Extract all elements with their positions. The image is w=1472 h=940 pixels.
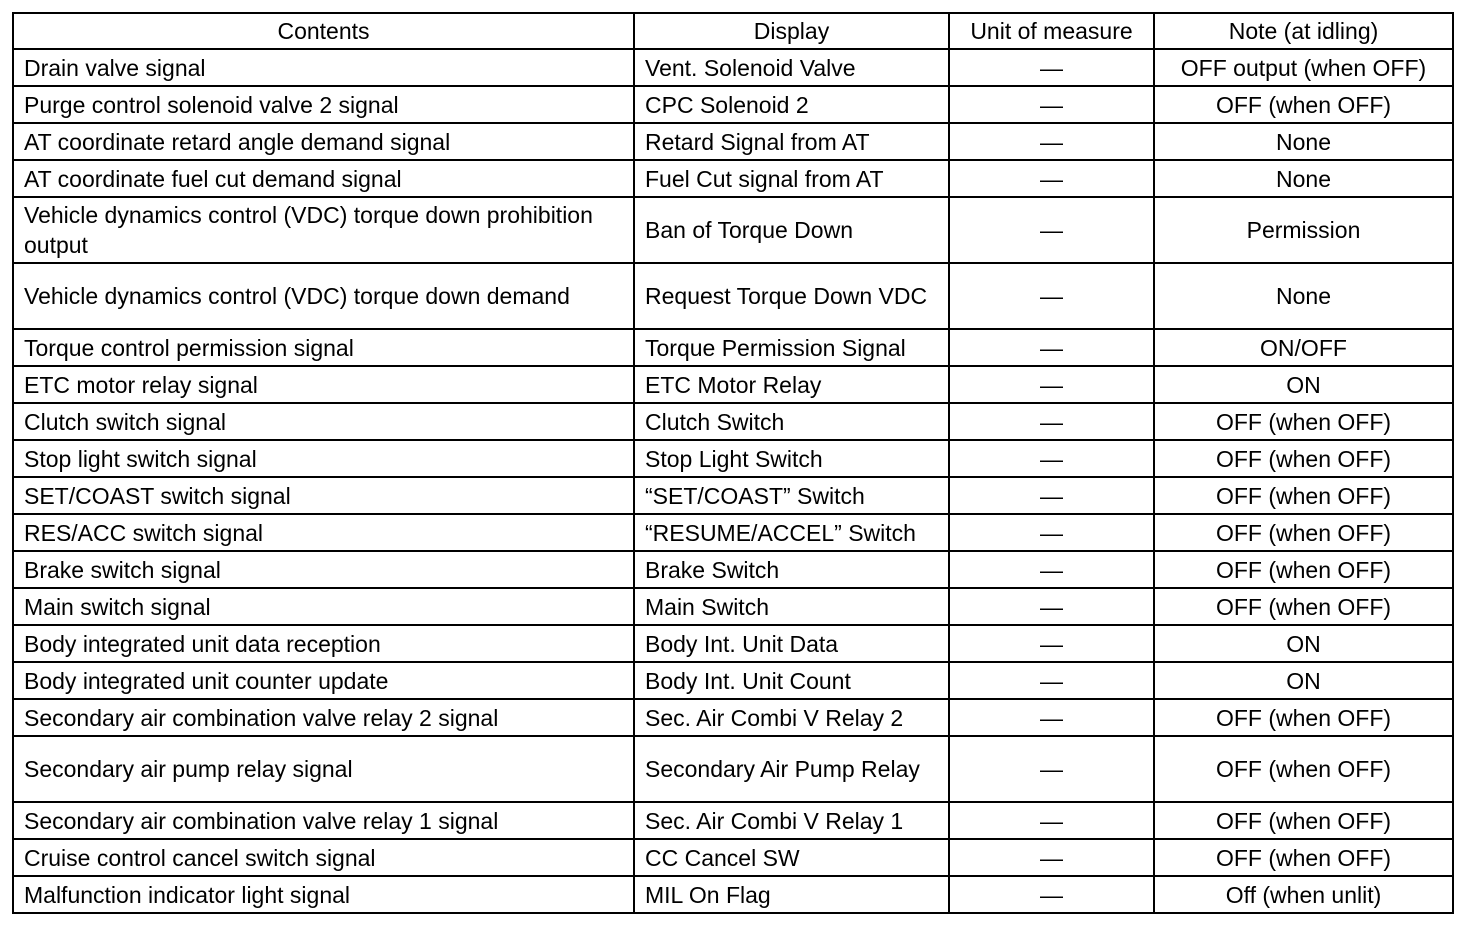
cell-unit: — bbox=[949, 329, 1154, 366]
cell-contents: ETC motor relay signal bbox=[13, 366, 634, 403]
cell-note: ON/OFF bbox=[1154, 329, 1453, 366]
cell-note: Off (when unlit) bbox=[1154, 876, 1453, 913]
cell-note: OFF (when OFF) bbox=[1154, 699, 1453, 736]
cell-unit: — bbox=[949, 876, 1154, 913]
cell-display: Body Int. Unit Count bbox=[634, 662, 949, 699]
table-row bbox=[13, 625, 1453, 662]
cell-note: ON bbox=[1154, 366, 1453, 403]
cell-display: CC Cancel SW bbox=[634, 839, 949, 876]
table-row bbox=[13, 588, 1453, 625]
table-row bbox=[13, 403, 1453, 440]
table-row bbox=[13, 86, 1453, 123]
cell-unit: — bbox=[949, 263, 1154, 329]
table-row bbox=[13, 263, 1453, 329]
cell-unit: — bbox=[949, 477, 1154, 514]
cell-note: OFF (when OFF) bbox=[1154, 403, 1453, 440]
table-row bbox=[13, 477, 1453, 514]
cell-unit: — bbox=[949, 366, 1154, 403]
table-row bbox=[13, 699, 1453, 736]
cell-note: OFF (when OFF) bbox=[1154, 551, 1453, 588]
cell-display: “RESUME/ACCEL” Switch bbox=[634, 514, 949, 551]
cell-unit: — bbox=[949, 514, 1154, 551]
cell-contents: Body integrated unit data reception bbox=[13, 625, 634, 662]
page bbox=[12, 12, 1452, 914]
cell-display: ETC Motor Relay bbox=[634, 366, 949, 403]
cell-unit: — bbox=[949, 662, 1154, 699]
table-row bbox=[13, 123, 1453, 160]
cell-display: Main Switch bbox=[634, 588, 949, 625]
cell-unit: — bbox=[949, 160, 1154, 197]
cell-contents: Vehicle dynamics control (VDC) torque down demand bbox=[13, 263, 634, 329]
cell-note: None bbox=[1154, 123, 1453, 160]
cell-note: OFF (when OFF) bbox=[1154, 802, 1453, 839]
cell-display: Body Int. Unit Data bbox=[634, 625, 949, 662]
cell-display: CPC Solenoid 2 bbox=[634, 86, 949, 123]
cell-display: Brake Switch bbox=[634, 551, 949, 588]
cell-unit: — bbox=[949, 625, 1154, 662]
cell-contents: Cruise control cancel switch signal bbox=[13, 839, 634, 876]
cell-contents: Stop light switch signal bbox=[13, 440, 634, 477]
cell-contents: AT coordinate fuel cut demand signal bbox=[13, 160, 634, 197]
cell-contents: Secondary air combination valve relay 1 signal bbox=[13, 802, 634, 839]
cell-note: OFF (when OFF) bbox=[1154, 588, 1453, 625]
cell-contents: Secondary air combination valve relay 2 signal bbox=[13, 699, 634, 736]
table-row bbox=[13, 551, 1453, 588]
cell-contents: Main switch signal bbox=[13, 588, 634, 625]
cell-display: Ban of Torque Down bbox=[634, 197, 949, 263]
data-monitor-table bbox=[12, 12, 1454, 914]
cell-note: None bbox=[1154, 263, 1453, 329]
cell-note: OFF (when OFF) bbox=[1154, 736, 1453, 802]
header-note: Note (at idling) bbox=[1154, 13, 1453, 49]
header-row bbox=[13, 13, 1453, 49]
cell-display: Torque Permission Signal bbox=[634, 329, 949, 366]
cell-note: OFF (when OFF) bbox=[1154, 839, 1453, 876]
cell-unit: — bbox=[949, 699, 1154, 736]
table-row bbox=[13, 662, 1453, 699]
cell-contents: AT coordinate retard angle demand signal bbox=[13, 123, 634, 160]
table-row bbox=[13, 736, 1453, 802]
cell-unit: — bbox=[949, 440, 1154, 477]
table-row bbox=[13, 514, 1453, 551]
cell-note: OFF (when OFF) bbox=[1154, 514, 1453, 551]
table-row bbox=[13, 440, 1453, 477]
cell-note: Permission bbox=[1154, 197, 1453, 263]
cell-unit: — bbox=[949, 49, 1154, 86]
cell-display: Stop Light Switch bbox=[634, 440, 949, 477]
cell-unit: — bbox=[949, 736, 1154, 802]
cell-contents: Malfunction indicator light signal bbox=[13, 876, 634, 913]
cell-display: Secondary Air Pump Relay bbox=[634, 736, 949, 802]
cell-contents: Secondary air pump relay signal bbox=[13, 736, 634, 802]
cell-display: Fuel Cut signal from AT bbox=[634, 160, 949, 197]
table-row bbox=[13, 197, 1453, 263]
cell-unit: — bbox=[949, 551, 1154, 588]
cell-note: ON bbox=[1154, 662, 1453, 699]
cell-unit: — bbox=[949, 802, 1154, 839]
cell-display: Clutch Switch bbox=[634, 403, 949, 440]
table-row bbox=[13, 839, 1453, 876]
cell-contents: Body integrated unit counter update bbox=[13, 662, 634, 699]
cell-contents: Vehicle dynamics control (VDC) torque down prohibition output bbox=[13, 197, 634, 263]
cell-note: OFF (when OFF) bbox=[1154, 440, 1453, 477]
cell-contents: Torque control permission signal bbox=[13, 329, 634, 366]
cell-display: Retard Signal from AT bbox=[634, 123, 949, 160]
cell-unit: — bbox=[949, 839, 1154, 876]
cell-note: None bbox=[1154, 160, 1453, 197]
cell-contents: RES/ACC switch signal bbox=[13, 514, 634, 551]
table-row bbox=[13, 160, 1453, 197]
table-body bbox=[13, 49, 1453, 913]
table-row bbox=[13, 366, 1453, 403]
cell-display: MIL On Flag bbox=[634, 876, 949, 913]
table-row bbox=[13, 876, 1453, 913]
header-contents: Contents bbox=[13, 13, 634, 49]
cell-contents: Brake switch signal bbox=[13, 551, 634, 588]
cell-contents: Purge control solenoid valve 2 signal bbox=[13, 86, 634, 123]
cell-display: “SET/COAST” Switch bbox=[634, 477, 949, 514]
cell-display: Sec. Air Combi V Relay 2 bbox=[634, 699, 949, 736]
cell-unit: — bbox=[949, 588, 1154, 625]
table-row bbox=[13, 329, 1453, 366]
cell-unit: — bbox=[949, 123, 1154, 160]
cell-note: OFF (when OFF) bbox=[1154, 477, 1453, 514]
cell-display: Request Torque Down VDC bbox=[634, 263, 949, 329]
cell-unit: — bbox=[949, 403, 1154, 440]
cell-display: Sec. Air Combi V Relay 1 bbox=[634, 802, 949, 839]
table-row bbox=[13, 802, 1453, 839]
cell-note: OFF output (when OFF) bbox=[1154, 49, 1453, 86]
cell-note: OFF (when OFF) bbox=[1154, 86, 1453, 123]
header-unit: Unit of measure bbox=[949, 13, 1154, 49]
table-header bbox=[13, 13, 1453, 49]
cell-unit: — bbox=[949, 86, 1154, 123]
cell-note: ON bbox=[1154, 625, 1453, 662]
cell-display: Vent. Solenoid Valve bbox=[634, 49, 949, 86]
header-display: Display bbox=[634, 13, 949, 49]
table-row bbox=[13, 49, 1453, 86]
cell-contents: Clutch switch signal bbox=[13, 403, 634, 440]
cell-contents: SET/COAST switch signal bbox=[13, 477, 634, 514]
cell-unit: — bbox=[949, 197, 1154, 263]
cell-contents: Drain valve signal bbox=[13, 49, 634, 86]
